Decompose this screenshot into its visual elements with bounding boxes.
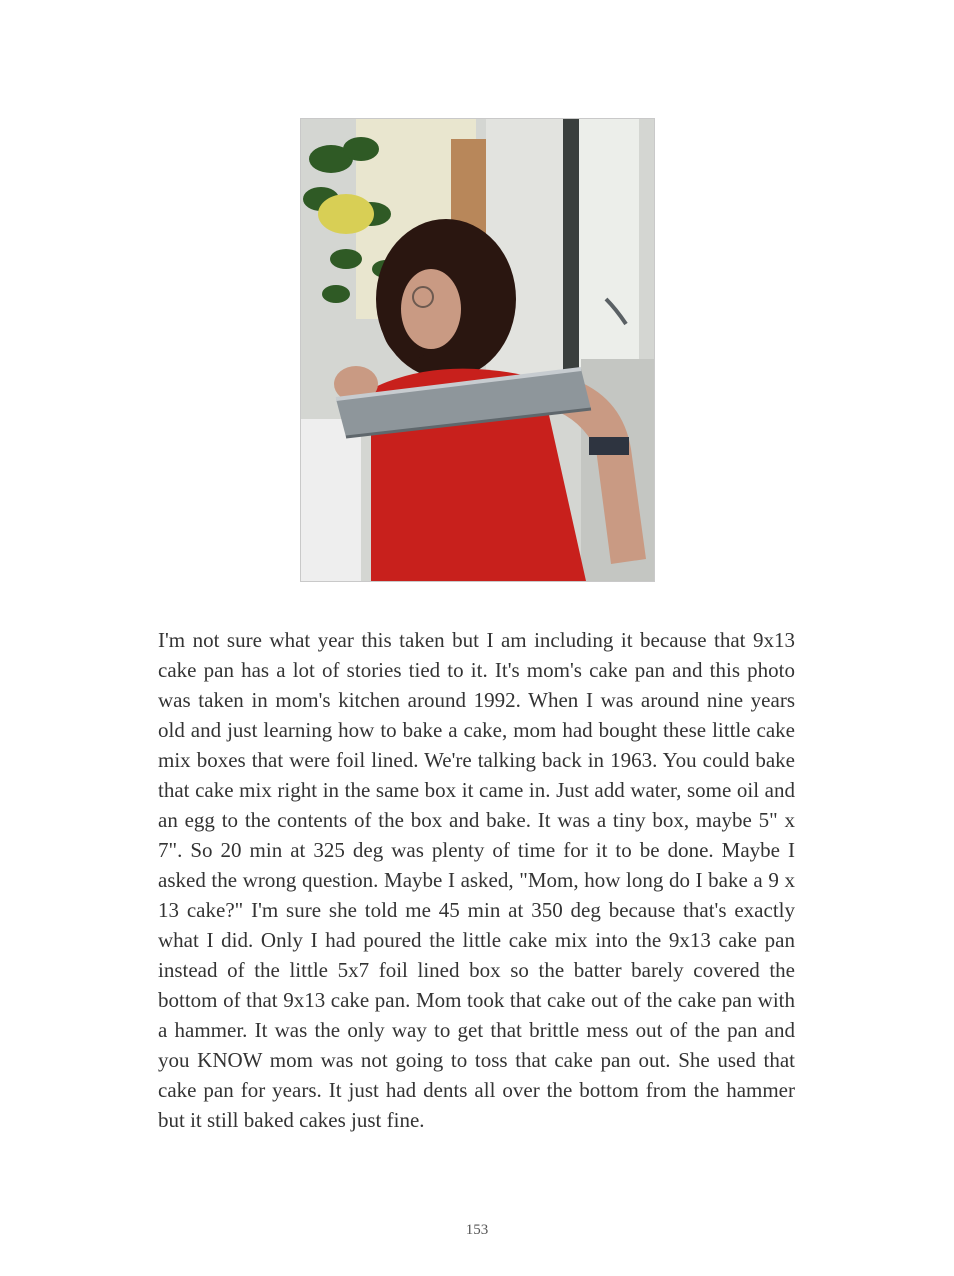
story-paragraph: I'm not sure what year this taken but I am including it because that 9x13 cake pan has a lot of stories tied to it. It's mom's cake pan and this photo was taken in mom's kitchen around 1992. When I was around nine years old and just learning how to bake a cake, mom had bought these little cake mix boxes that were foil lined. We're talking back in 1963. You could bake that cake mix right in the same box it came in. Just add water, some oil and an egg to the contents of the box and bake. It was a tiny box, maybe 5" x 7". So 20 min at 325 deg was plenty of time for it to be done. Maybe I asked the wrong question. Maybe I asked, "Mom, how long do I bake a 9 x 13 cake?" I'm sure she told me 45 min at 350 deg because that's exactly what I did. Only I had poured the little cake mix into the 9x13 cake pan instead of the little 5x7 foil lined box so the batter barely covered the bottom of that 9x13 cake pan. Mom took that cake out of the cake pan with a hammer. It was the only way to get that brittle mess out of the pan and you KNOW mom was not going to toss that cake pan out. She used that cake pan for years. It just had dents all over the bottom from the hammer but it still baked cakes just fine. — [158, 628, 795, 1132]
photo-illustration — [301, 119, 654, 581]
kitchen-photo — [300, 118, 655, 582]
page-number: 153 — [465, 1222, 489, 1238]
